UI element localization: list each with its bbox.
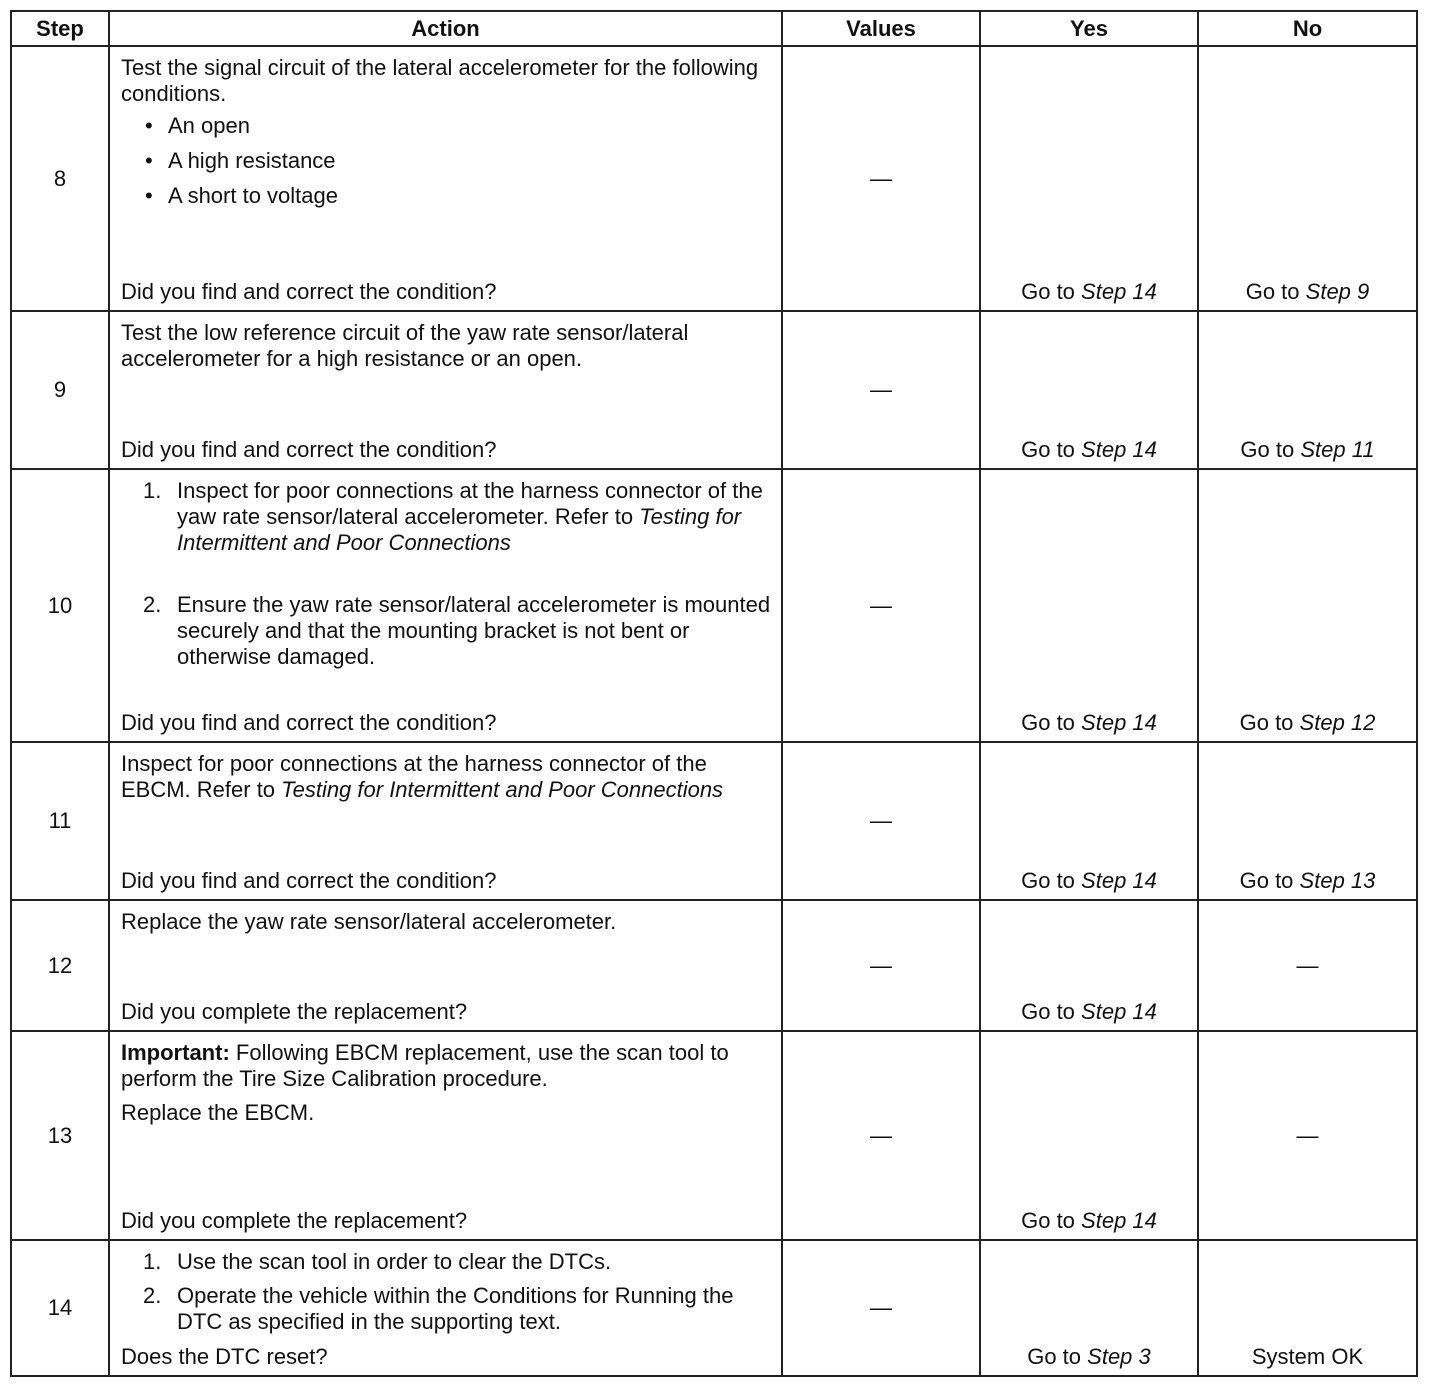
table-row-step-8 [11,46,1417,311]
list-item: 1. Inspect for poor connections at the harness connector of the yaw rate sensor/lateral accelerometer. Refer to Testing for Intermittent and Poor Connections [143,478,763,555]
action-text: Replace the EBCM. [121,1100,315,1125]
question-text: Did you complete the replacement? [121,999,468,1024]
values-cell: — [782,900,980,1031]
yes-cell: Go to Step 14 [980,469,1198,742]
action-cell [109,1031,782,1240]
header-action: Action [109,11,782,46]
step-link: Step 3 [1087,1344,1151,1369]
values-cell: — [782,311,980,469]
list-item: • An open [145,113,250,138]
step-link: Step 14 [1081,279,1157,304]
action-cell [109,742,782,900]
reference-link: Testing for Intermittent and Poor Connections [177,504,742,555]
table-row-step-10 [11,469,1417,742]
values-cell: — [782,46,980,311]
table-row-step-12 [11,900,1417,1031]
no-cell: Go to Step 9 [1198,46,1417,311]
yes-cell: Go to Step 14 [980,742,1198,900]
table-row-step-11 [11,742,1417,900]
step-number: 13 [11,1031,109,1240]
list-item: • A high resistance [145,148,336,173]
action-cell [109,1240,782,1376]
no-cell: Go to Step 12 [1198,469,1417,742]
important-label: Important: [121,1040,230,1065]
step-link: Step 9 [1305,279,1370,304]
yes-cell: Go to Step 3 [980,1240,1198,1376]
step-link: Step 14 [1081,868,1157,893]
question-text: Did you find and correct the condition? [121,710,497,735]
procedure-list [121,478,773,670]
step-link: Step 14 [1081,437,1157,462]
table-row-step-14 [11,1240,1417,1376]
action-text: Inspect for poor connections at the harness connector of the EBCM. Refer to Testing for Intermittent and Poor Connections [121,751,724,802]
action-cell [109,469,782,742]
step-number: 9 [11,311,109,469]
step-number: 14 [11,1240,109,1376]
yes-cell: Go to Step 14 [980,1031,1198,1240]
table-row-step-13 [11,1031,1417,1240]
yes-cell: Go to Step 14 [980,311,1198,469]
condition-list [121,113,773,209]
step-link: Step 14 [1081,710,1157,735]
header-row [11,11,1417,46]
list-item: 2. Operate the vehicle within the Conditions for Running the DTC as specified in the supporting text. [143,1283,734,1334]
list-item: 1. Use the scan tool in order to clear the DTCs. [143,1249,612,1274]
diagnostic-table [10,10,1418,1377]
question-text: Did you find and correct the condition? [121,868,497,893]
action-cell [109,900,782,1031]
table-row-step-9 [11,311,1417,469]
values-cell: — [782,742,980,900]
reference-link: Testing for Intermittent and Poor Connections [281,777,724,802]
step-link: Step 13 [1299,868,1376,893]
action-text: Test the low reference circuit of the yaw rate sensor/lateral accelerometer for a high resistance or an open. [121,320,689,371]
question-text: Did you find and correct the condition? [121,279,497,304]
step-number: 11 [11,742,109,900]
step-number: 10 [11,469,109,742]
yes-cell: Go to Step 14 [980,46,1198,311]
step-number: 8 [11,46,109,311]
step-number: 12 [11,900,109,1031]
action-text: Replace the yaw rate sensor/lateral accelerometer. [121,909,617,934]
list-item: 2. Ensure the yaw rate sensor/lateral accelerometer is mounted securely and that the mounting bracket is not bent or otherwise damaged. [143,592,771,669]
step-link: Step 14 [1081,1208,1157,1233]
no-cell: — [1198,900,1417,1031]
values-cell: — [782,469,980,742]
list-item: • A short to voltage [145,183,338,208]
action-cell [109,311,782,469]
step-link: Step 14 [1081,999,1157,1024]
question-text: Did you find and correct the condition? [121,437,497,462]
step-link: Step 11 [1300,437,1375,462]
important-note: Important: Following EBCM replacement, use the scan tool to perform the Tire Size Calibration procedure. [121,1040,729,1091]
yes-cell: Go to Step 14 [980,900,1198,1031]
question-text: Did you complete the replacement? [121,1208,468,1233]
header-values: Values [782,11,980,46]
procedure-list [121,1249,773,1335]
no-cell [1198,1240,1417,1376]
step-link: Step 12 [1299,710,1376,735]
no-cell: — [1198,1031,1417,1240]
header-step: Step [11,11,109,46]
system-ok-text: System OK [1251,1344,1364,1369]
header-no: No [1198,11,1417,46]
question-text: Does the DTC reset? [121,1344,328,1369]
header-yes: Yes [980,11,1198,46]
action-text: Test the signal circuit of the lateral accelerometer for the following conditions. [121,55,759,106]
values-cell: — [782,1240,980,1376]
no-cell: Go to Step 11 [1198,311,1417,469]
values-cell: — [782,1031,980,1240]
action-cell [109,46,782,311]
no-cell: Go to Step 13 [1198,742,1417,900]
